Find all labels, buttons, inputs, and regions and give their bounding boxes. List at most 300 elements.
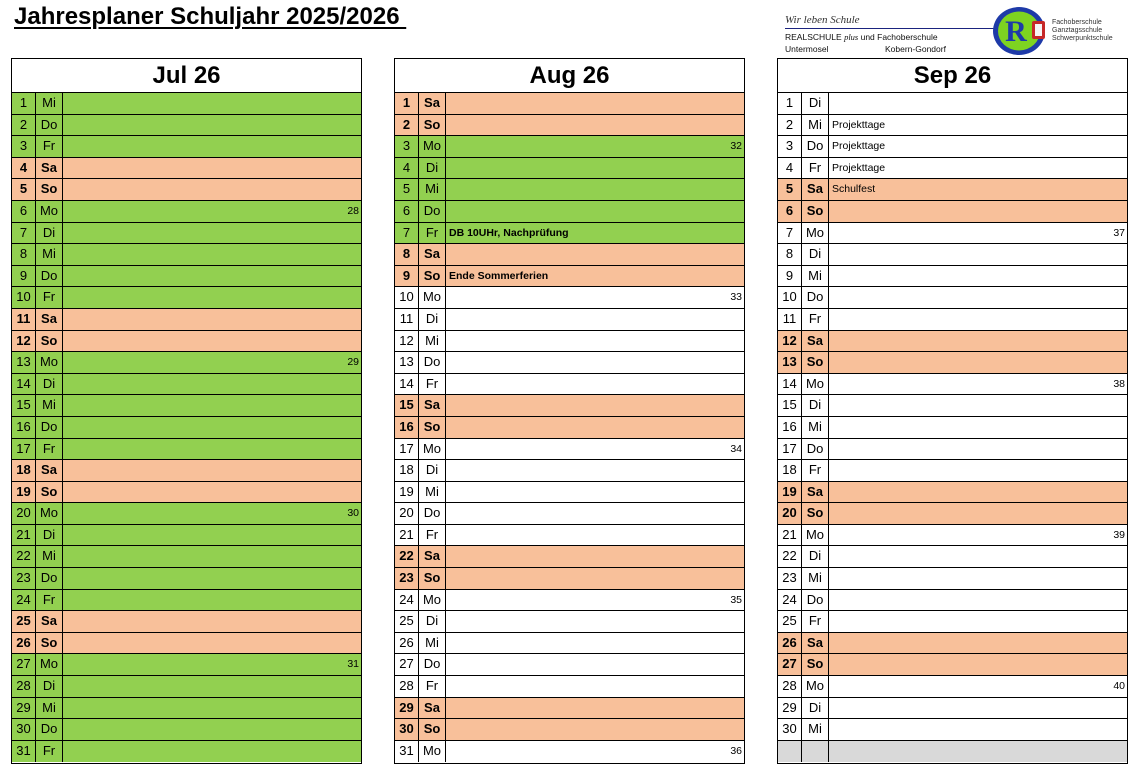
weekday: Mi: [36, 93, 63, 114]
day-number: 10: [778, 287, 802, 308]
weekday: Di: [802, 698, 829, 719]
day-number: [778, 741, 802, 763]
day-row: [395, 158, 744, 180]
calendar-week-number: 36: [730, 744, 742, 757]
day-number: 3: [778, 136, 802, 157]
event-cell: [63, 633, 361, 654]
weekday: Sa: [802, 179, 829, 200]
event-cell: [63, 568, 361, 589]
event-cell: [446, 374, 744, 395]
weekday: Fr: [419, 374, 446, 395]
day-number: 29: [778, 698, 802, 719]
weekday: So: [802, 503, 829, 524]
day-row: [395, 503, 744, 525]
weekday: Do: [802, 287, 829, 308]
day-row: [778, 590, 1127, 612]
logo-location: [785, 44, 946, 54]
event-cell: [829, 266, 1127, 287]
day-row: [778, 331, 1127, 353]
event-cell: [446, 417, 744, 438]
logo-tagline: Wir leben Schule: [785, 14, 860, 26]
event-cell: [829, 395, 1127, 416]
day-row: [778, 287, 1127, 309]
calendar-week-number: 34: [730, 442, 742, 455]
weekday: Mi: [802, 266, 829, 287]
event-text: DB 10UHr, Nachprüfung: [449, 226, 569, 239]
day-number: 6: [395, 201, 419, 222]
day-number: 10: [12, 287, 36, 308]
day-row: [778, 676, 1127, 698]
day-row: [778, 395, 1127, 417]
calendar-week-number: 37: [1113, 226, 1125, 239]
weekday: Do: [36, 417, 63, 438]
day-number: 13: [12, 352, 36, 373]
month-rows: [778, 93, 1127, 762]
day-row: [395, 287, 744, 309]
weekday: Fr: [419, 223, 446, 244]
month-august: [394, 58, 745, 764]
day-number: 9: [778, 266, 802, 287]
day-number: 2: [395, 115, 419, 136]
day-row: [395, 546, 744, 568]
day-row: [778, 223, 1127, 245]
day-number: 4: [778, 158, 802, 179]
weekday: Do: [419, 654, 446, 675]
weekday: Mo: [802, 374, 829, 395]
weekday: So: [419, 719, 446, 740]
day-row: [778, 654, 1127, 676]
day-number: 10: [395, 287, 419, 308]
event-cell: [829, 439, 1127, 460]
page-title: Jahresplaner Schuljahr 2025/2026: [14, 3, 407, 30]
weekday: Sa: [802, 331, 829, 352]
day-number: 17: [12, 439, 36, 460]
weekday: Mi: [419, 179, 446, 200]
weekday: Di: [802, 93, 829, 114]
event-cell: [63, 460, 361, 481]
day-number: 30: [395, 719, 419, 740]
event-cell: [446, 503, 744, 524]
day-number: 9: [12, 266, 36, 287]
day-number: 20: [778, 503, 802, 524]
event-cell: [446, 331, 744, 352]
day-row: [12, 115, 361, 137]
event-cell: [63, 395, 361, 416]
weekday: Fr: [802, 611, 829, 632]
day-number: 24: [395, 590, 419, 611]
day-row: [395, 590, 744, 612]
day-number: 12: [12, 331, 36, 352]
event-cell: [446, 698, 744, 719]
day-row: [395, 633, 744, 655]
weekday: Do: [36, 568, 63, 589]
event-cell: [63, 525, 361, 546]
day-row: [778, 115, 1127, 137]
weekday: So: [36, 633, 63, 654]
event-cell: [446, 525, 744, 546]
event-text: Schulfest: [832, 183, 876, 196]
weekday: Sa: [419, 698, 446, 719]
weekday: So: [419, 568, 446, 589]
day-number: 5: [778, 179, 802, 200]
event-cell: [63, 244, 361, 265]
day-row: [778, 93, 1127, 115]
day-number: 6: [12, 201, 36, 222]
weekday: So: [802, 352, 829, 373]
weekday: Mo: [36, 654, 63, 675]
day-number: 7: [395, 223, 419, 244]
day-number: 21: [12, 525, 36, 546]
day-row: [778, 179, 1127, 201]
weekday: Mi: [802, 568, 829, 589]
day-row: [12, 676, 361, 698]
event-cell: [446, 611, 744, 632]
day-number: 8: [12, 244, 36, 265]
day-row: [395, 395, 744, 417]
event-cell: [63, 611, 361, 632]
weekday: Mi: [36, 546, 63, 567]
weekday: Di: [419, 158, 446, 179]
day-number: 14: [12, 374, 36, 395]
weekday: Sa: [419, 546, 446, 567]
event-cell: [446, 395, 744, 416]
day-row: [778, 309, 1127, 331]
day-number: 24: [778, 590, 802, 611]
weekday: Fr: [36, 439, 63, 460]
day-number: 29: [395, 698, 419, 719]
day-row: [12, 158, 361, 180]
weekday: Fr: [419, 525, 446, 546]
day-row: [12, 741, 361, 763]
day-number: 26: [395, 633, 419, 654]
event-text: Projekttage: [832, 118, 886, 131]
day-row: [12, 179, 361, 201]
weekday: Di: [802, 546, 829, 567]
event-cell: [829, 201, 1127, 222]
day-number: 16: [12, 417, 36, 438]
event-cell: [63, 590, 361, 611]
weekday: Mi: [419, 331, 446, 352]
weekday: Di: [419, 611, 446, 632]
day-row: [395, 741, 744, 763]
day-number: 9: [395, 266, 419, 287]
calendar-week-number: 38: [1113, 377, 1125, 390]
day-number: 7: [778, 223, 802, 244]
event-text: Projekttage: [832, 161, 886, 174]
day-row: [778, 417, 1127, 439]
event-cell: [829, 719, 1127, 740]
school-emblem-icon: [992, 5, 1048, 57]
day-number: 2: [12, 115, 36, 136]
day-row: [395, 676, 744, 698]
event-cell: [63, 201, 361, 222]
weekday: Sa: [36, 158, 63, 179]
weekday: Mi: [802, 115, 829, 136]
day-row: [778, 633, 1127, 655]
day-row: [12, 546, 361, 568]
weekday: So: [419, 115, 446, 136]
logo-right-1: Fachoberschule: [1052, 19, 1102, 26]
day-number: 21: [395, 525, 419, 546]
event-cell: [446, 741, 744, 763]
event-cell: [446, 115, 744, 136]
event-cell: [829, 374, 1127, 395]
day-row: [395, 115, 744, 137]
event-cell: [446, 719, 744, 740]
weekday: Mo: [36, 201, 63, 222]
event-cell: [829, 93, 1127, 114]
month-september: [777, 58, 1128, 764]
day-number: 14: [395, 374, 419, 395]
weekday: Do: [36, 719, 63, 740]
event-cell: [446, 158, 744, 179]
event-cell: [63, 654, 361, 675]
logo-school-types: [1052, 19, 1113, 43]
day-row: [395, 698, 744, 720]
event-cell: [829, 309, 1127, 330]
day-number: 20: [395, 503, 419, 524]
day-row: [395, 568, 744, 590]
event-cell: [63, 417, 361, 438]
event-cell: [829, 136, 1127, 157]
event-cell: [63, 136, 361, 157]
day-number: 16: [395, 417, 419, 438]
day-row: [778, 136, 1127, 158]
event-cell: [446, 460, 744, 481]
event-cell: [446, 223, 744, 244]
weekday: Sa: [419, 244, 446, 265]
logo-line1-b: plus: [844, 32, 859, 42]
weekday: Do: [36, 266, 63, 287]
event-cell: [829, 525, 1127, 546]
weekday: Do: [802, 136, 829, 157]
day-row: [12, 503, 361, 525]
day-row: [395, 525, 744, 547]
day-number: 3: [12, 136, 36, 157]
event-cell: [63, 179, 361, 200]
month-header: Sep 26: [778, 59, 1127, 93]
logo-line1-a: REALSCHULE: [785, 32, 845, 42]
day-row: [395, 223, 744, 245]
event-cell: [63, 719, 361, 740]
weekday: Sa: [802, 482, 829, 503]
day-row: [395, 266, 744, 288]
day-row: [778, 352, 1127, 374]
event-cell: [829, 741, 1127, 763]
day-row: [395, 352, 744, 374]
day-number: 3: [395, 136, 419, 157]
day-number: 19: [778, 482, 802, 503]
day-number: 23: [778, 568, 802, 589]
day-number: 5: [395, 179, 419, 200]
day-row: [395, 244, 744, 266]
event-cell: [446, 352, 744, 373]
weekday: Mo: [802, 525, 829, 546]
day-row: [395, 460, 744, 482]
weekday: Do: [419, 503, 446, 524]
day-row: [778, 158, 1127, 180]
logo-right-3: Schwerpunktschule: [1052, 35, 1113, 42]
event-cell: [63, 331, 361, 352]
weekday: Fr: [419, 676, 446, 697]
day-number: 8: [778, 244, 802, 265]
day-number: 21: [778, 525, 802, 546]
day-number: 26: [778, 633, 802, 654]
weekday: Mo: [802, 676, 829, 697]
event-cell: [446, 590, 744, 611]
day-row: [12, 590, 361, 612]
school-logo: [782, 5, 1134, 57]
weekday: So: [802, 201, 829, 222]
logo-line1-c: und Fachoberschule: [858, 32, 938, 42]
weekday: Fr: [802, 460, 829, 481]
day-row: [395, 179, 744, 201]
day-row: [395, 439, 744, 461]
day-number: 31: [12, 741, 36, 763]
event-cell: [829, 633, 1127, 654]
event-cell: [829, 546, 1127, 567]
day-number: 1: [395, 93, 419, 114]
day-row: [778, 546, 1127, 568]
weekday: Sa: [419, 395, 446, 416]
weekday: Mo: [419, 439, 446, 460]
event-cell: [829, 654, 1127, 675]
weekday: Sa: [36, 460, 63, 481]
event-cell: [446, 654, 744, 675]
day-number: 25: [395, 611, 419, 632]
day-number: 4: [395, 158, 419, 179]
weekday: Sa: [419, 93, 446, 114]
event-cell: [446, 244, 744, 265]
day-number: 22: [778, 546, 802, 567]
weekday: Mi: [36, 698, 63, 719]
event-cell: [63, 352, 361, 373]
weekday: Mi: [419, 482, 446, 503]
day-row: [778, 568, 1127, 590]
day-number: 25: [12, 611, 36, 632]
day-row: [12, 633, 361, 655]
logo-rule: [785, 28, 995, 29]
day-row: [778, 525, 1127, 547]
day-number: 25: [778, 611, 802, 632]
day-row: [12, 266, 361, 288]
event-cell: [63, 115, 361, 136]
logo-line2-right: Kobern-Gondorf: [885, 44, 946, 54]
weekday: Di: [802, 395, 829, 416]
day-number: 15: [778, 395, 802, 416]
weekday: Sa: [36, 611, 63, 632]
day-number: 18: [778, 460, 802, 481]
event-cell: [63, 439, 361, 460]
day-number: 30: [778, 719, 802, 740]
event-cell: [829, 158, 1127, 179]
day-number: 27: [778, 654, 802, 675]
day-row: [12, 482, 361, 504]
day-row: [12, 654, 361, 676]
day-row: [12, 331, 361, 353]
weekday: Sa: [802, 633, 829, 654]
event-cell: [63, 374, 361, 395]
weekday: Do: [36, 115, 63, 136]
event-cell: [63, 741, 361, 763]
calendar-week-number: 28: [347, 204, 359, 217]
day-row: [778, 611, 1127, 633]
day-row: [778, 482, 1127, 504]
event-cell: [63, 676, 361, 697]
day-row: [12, 395, 361, 417]
weekday: Di: [36, 676, 63, 697]
weekday: Mo: [36, 352, 63, 373]
weekday: Do: [419, 201, 446, 222]
weekday: Fr: [802, 158, 829, 179]
day-number: 5: [12, 179, 36, 200]
day-row: [12, 719, 361, 741]
day-number: 11: [395, 309, 419, 330]
day-number: 19: [12, 482, 36, 503]
day-row: [395, 201, 744, 223]
day-row: [12, 439, 361, 461]
day-number: 26: [12, 633, 36, 654]
day-number: 12: [778, 331, 802, 352]
weekday: So: [36, 179, 63, 200]
day-number: 8: [395, 244, 419, 265]
event-cell: [446, 287, 744, 308]
calendar-week-number: 32: [730, 140, 742, 153]
day-number: 27: [395, 654, 419, 675]
day-number: 23: [395, 568, 419, 589]
day-row: [12, 460, 361, 482]
event-cell: [446, 676, 744, 697]
event-cell: [63, 309, 361, 330]
day-number: 7: [12, 223, 36, 244]
weekday: Di: [36, 374, 63, 395]
event-cell: [829, 568, 1127, 589]
event-cell: [446, 482, 744, 503]
day-number: 2: [778, 115, 802, 136]
day-row: [395, 611, 744, 633]
event-cell: [446, 136, 744, 157]
day-number: 1: [778, 93, 802, 114]
day-row: [778, 503, 1127, 525]
day-row: [778, 741, 1127, 763]
event-cell: [829, 676, 1127, 697]
day-number: 14: [778, 374, 802, 395]
day-row: [395, 331, 744, 353]
logo-line2-left: Untermosel: [785, 44, 829, 54]
day-row: [395, 417, 744, 439]
weekday: So: [36, 331, 63, 352]
event-cell: [829, 115, 1127, 136]
day-row: [12, 374, 361, 396]
day-row: [12, 223, 361, 245]
month-july: [11, 58, 362, 764]
calendar-week-number: 30: [347, 507, 359, 520]
day-row: [12, 611, 361, 633]
day-number: 29: [12, 698, 36, 719]
event-cell: [829, 352, 1127, 373]
event-cell: [829, 287, 1127, 308]
event-cell: [63, 223, 361, 244]
day-row: [12, 352, 361, 374]
day-number: 18: [395, 460, 419, 481]
weekday: Mo: [419, 590, 446, 611]
month-rows: [395, 93, 744, 762]
weekday: Fr: [802, 309, 829, 330]
calendar-week-number: 31: [347, 658, 359, 671]
event-text: Ende Sommerferien: [449, 269, 549, 282]
day-number: 20: [12, 503, 36, 524]
event-cell: [829, 503, 1127, 524]
